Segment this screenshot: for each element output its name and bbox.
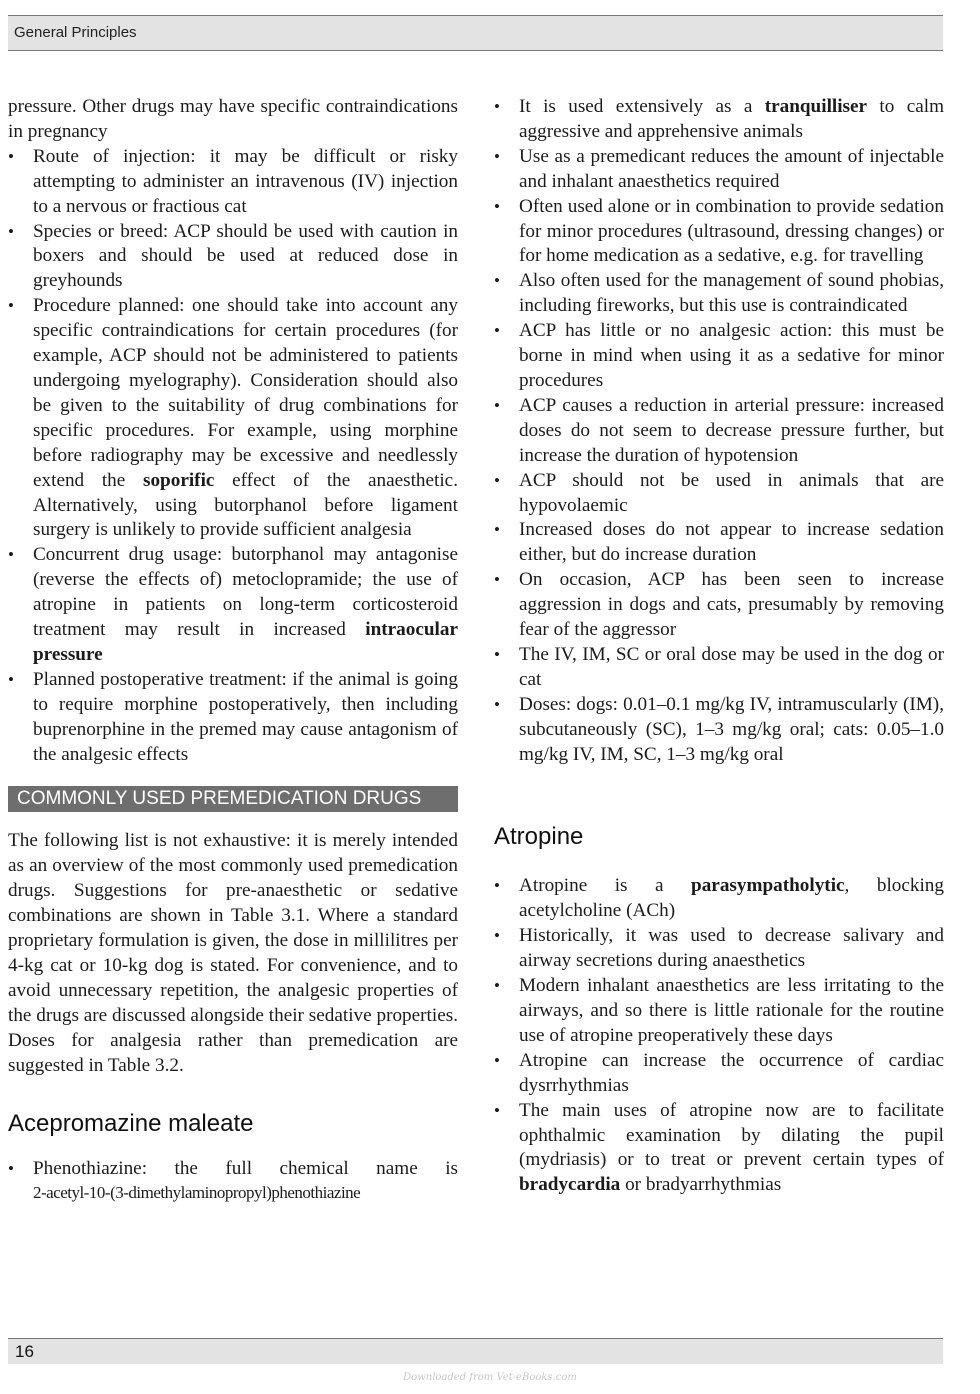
list-item-text: Concurrent drug usage: butorphanol may antagonise (reverse the effects of) metoclopramide; the use of atropine in patients on long-term corticosteroid treatment may result in increased — [33, 544, 458, 641]
list-item-text: Use as a premedicant reduces the amount of injectable and inhalant anaesthetics required — [519, 145, 944, 192]
section-heading-banner: COMMONLY USED PREMEDICATION DRUGS — [8, 786, 458, 812]
list-item — [8, 1157, 458, 1207]
considerations-list — [8, 145, 458, 768]
list-item-text: On occasion, ACP has been seen to increase aggression in dogs and cats, presumably by removing fear of the aggressor — [519, 569, 944, 641]
left-column — [8, 95, 458, 1206]
list-item — [8, 145, 458, 220]
list-item-text: Increased doses do not appear to increase sedation either, but do increase duration — [519, 519, 944, 566]
list-item-text: ACP has little or no analgesic action: this must be borne in mind when using it as a sedative for minor procedures — [519, 320, 944, 391]
list-item-text: Also often used for the management of sound phobias, including fireworks, but this use is contraindicated — [519, 270, 944, 317]
list-item — [8, 543, 458, 668]
list-item-text: or bradyarrhythmias — [620, 1174, 782, 1196]
atropine-list — [494, 874, 944, 1198]
bold-term: soporific — [143, 469, 215, 491]
running-header-title: General Principles — [14, 24, 137, 41]
list-item-text: to calm aggressive and apprehensive animals — [519, 96, 944, 142]
right-column — [494, 95, 944, 1198]
list-item-text: Often used alone or in combination to provide sedation for minor procedures (ultrasound, dressing changes) or for home medication as a sedative, e.g. for travelling — [519, 195, 944, 267]
list-item — [494, 269, 944, 319]
bold-term: intraocular pressure — [33, 619, 458, 665]
list-item — [494, 394, 944, 469]
list-item — [494, 1049, 944, 1099]
list-item — [494, 195, 944, 270]
list-item-text: • Phenothiazine: the full chemical name is — [33, 1157, 458, 1179]
bold-term: bradycardia — [519, 1174, 621, 1196]
list-item — [494, 924, 944, 974]
list-item — [494, 693, 944, 768]
list-item — [494, 568, 944, 643]
list-item-text: Planned postoperative treatment: if the animal is going to require morphine postoperatively, then including buprenorphine in the premed may cause antagonism of the analgesic effects — [33, 668, 458, 765]
list-item-text: The main uses of atropine now are to facilitate ophthalmic examination by dilating the pupil (mydriasis) or to treat or prevent certain types of — [519, 1099, 944, 1171]
list-item — [494, 95, 944, 145]
subheading-atropine: Atropine — [494, 823, 584, 851]
list-item — [494, 319, 944, 394]
list-item-text: Doses: dogs: 0.01–0.1 mg/kg IV, intramuscularly (IM), subcutaneously (SC), 1–3 mg/kg oral; cats: 0.05–1.0 mg/kg IV, IM, SC, 1–3 mg/kg oral — [519, 693, 944, 765]
list-item-text: ACP should not be used in animals that are hypovolaemic — [519, 469, 944, 516]
list-item-text: It is used extensively as a — [519, 96, 765, 117]
list-item-text: Route of injection: it may be difficult or risky attempting to administer an intravenous (IV) injection to a nervous or fractious cat — [33, 145, 458, 217]
list-item — [8, 220, 458, 295]
subheading-acepromazine: Acepromazine maleate — [8, 1109, 254, 1137]
list-item — [494, 518, 944, 568]
list-item-text: Atropine is a — [519, 875, 692, 897]
list-item-text: Species or breed: ACP should be used with caution in boxers and should be used at reduced dose in greyhounds — [33, 220, 458, 292]
acp-list-start — [8, 1157, 458, 1207]
list-item-text: ACP causes a reduction in arterial pressure: increased doses do not seem to decrease pressure further, but increase the duration of hypotension — [519, 394, 944, 466]
list-item-text: , blocking acetylcholine (ACh) — [519, 875, 944, 922]
list-item — [494, 145, 944, 195]
list-item — [8, 294, 458, 543]
list-item — [494, 1099, 944, 1199]
list-item-text: Procedure planned: one should take into account any specific contraindications for certain procedures (for example, ACP should not be administered to patients undergoing myelography). Consideration should also be given to the suitability of drug combinations for specific procedures. For example, using morphine before radiography may be excessive and needlessly extend the — [33, 295, 458, 491]
running-footer — [8, 1338, 943, 1364]
bold-term: parasympatholytic — [691, 875, 845, 897]
list-item — [494, 469, 944, 519]
list-item — [494, 643, 944, 693]
list-item-text: effect of the anaesthetic. Alternatively, using butorphanol before ligament surgery is unlikely to provide sufficient analgesia — [33, 469, 458, 541]
list-item — [494, 974, 944, 1049]
page-number: 16 — [15, 1342, 34, 1361]
intro-paragraph: The following list is not exhaustive: it is merely intended as an overview of the most commonly used premedication drugs. Suggestions for pre-anaesthetic or sedative combinations are shown in Table 3.1. Where a standard proprietary formulation is given, the dose in millilitres per 4-kg cat or 10-kg dog is stated. For convenience, and to avoid unnecessary repetition, the analgesic properties of the drugs are discussed alongside their sedative properties. Doses for analgesia rather than premedication are suggested in Table 3.2. — [8, 830, 458, 1076]
continued-paragraph: pressure. Other drugs may have specific contraindications in pregnancy — [8, 96, 458, 142]
list-item-text: The IV, IM, SC or oral dose may be used in the dog or cat — [519, 643, 944, 690]
list-item-text: Historically, it was used to decrease salivary and airway secretions during anaesthetics — [519, 925, 944, 972]
watermark-text: Downloaded from Vet-eBooks.com — [403, 1372, 577, 1383]
chemical-name: 2-acetyl-10-(3-dimethylaminopropyl)phenothiazine — [33, 1183, 361, 1203]
list-item — [494, 874, 944, 924]
acp-list — [494, 95, 944, 767]
running-header — [8, 15, 943, 51]
list-item-text: Atropine can increase the occurrence of cardiac dysrrhythmias — [519, 1049, 944, 1096]
list-item — [8, 668, 458, 768]
list-item-text: Modern inhalant anaesthetics are less irritating to the airways, and so there is little rationale for the routine use of atropine preoperatively these days — [519, 975, 944, 1046]
bold-term: tranquilliser — [764, 96, 868, 117]
